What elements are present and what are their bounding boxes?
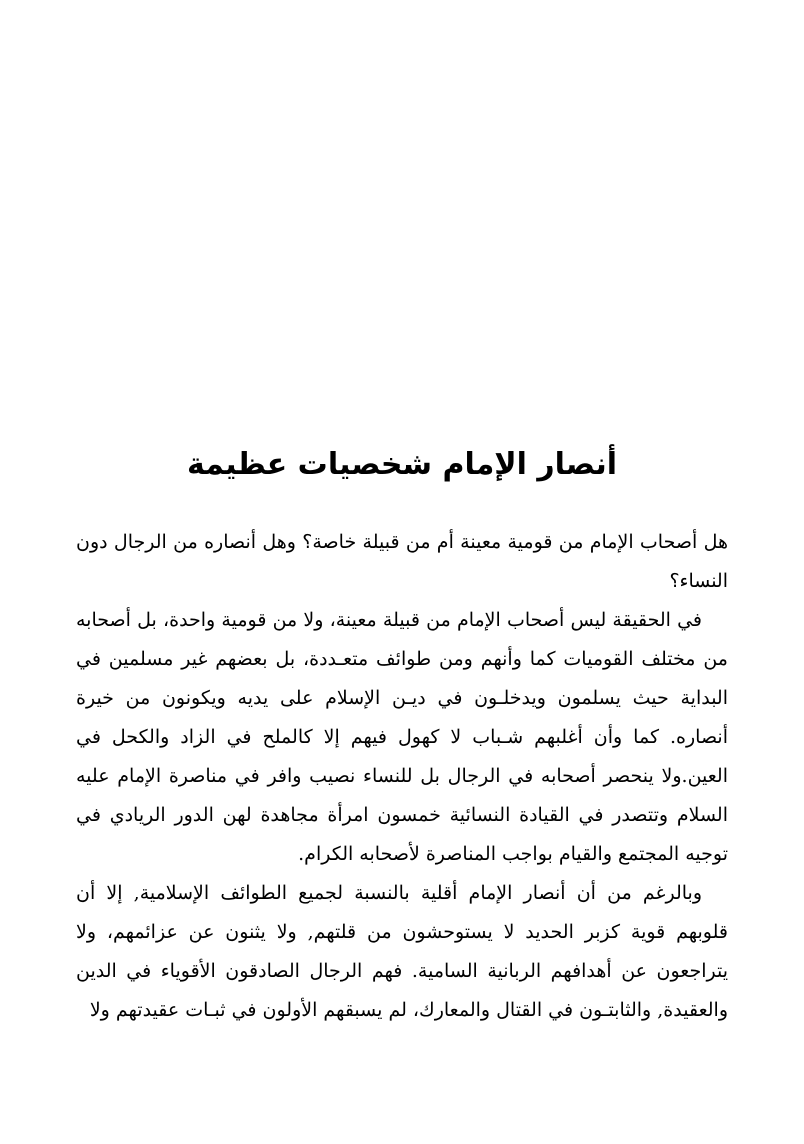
chapter-title: أنصار الإمام شخصيات عظيمة: [186, 447, 618, 482]
paragraph-question: هل أصحاب الإمام من قومية معينة أم من قبيلة خاصة؟ وهل أنصاره من الرجال دون النساء؟: [76, 531, 728, 592]
paragraph-answer: في الحقيقة ليس أصحاب الإمام من قبيلة معينة، ولا من قومية واحدة، بل أصحابه من مختلف القوميات كما وأنهم ومن طوائف متعـددة، بل بعضهم غير مسلمين في البداية حيث يسلمون ويدخلـون في ديـن الإسلام على يديه ويكونون من خيرة أنصاره. كما وأن أغلبهم شـباب لا كهول فيهم إلا كالملح في الزاد والكحل في العين.ولا ينحصر أصحابه في الرجال بل للنساء نصيب وافر في مناصرة الإمام عليه السلام وتتصدر في القيادة النسائية خمسون امرأة مجاهدة لهن الدور الريادي في توجيه المجتمع والقيام بواجب المناصرة لأصحابه الكرام.: [76, 609, 728, 865]
paragraph-strength: وبالرغم من أن أنصار الإمام أقلية بالنسبة لجميع الطوائف الإسلامية, إلا أن قلوبهم قوية كزبر الحديد لا يستوحشون من قلتهم, ولا يثنون عن عزائمهم، ولا يتراجعون عن أهدافهم الربانية السامية. فهم الرجال الصادقون الأقوياء في الدين والعقيدة, والثابتـون في القتال والمعارك، لم يسبقهم الأولون في ثبـات عقيدتهم ولا: [76, 882, 728, 1021]
body-text: [76, 523, 728, 1030]
